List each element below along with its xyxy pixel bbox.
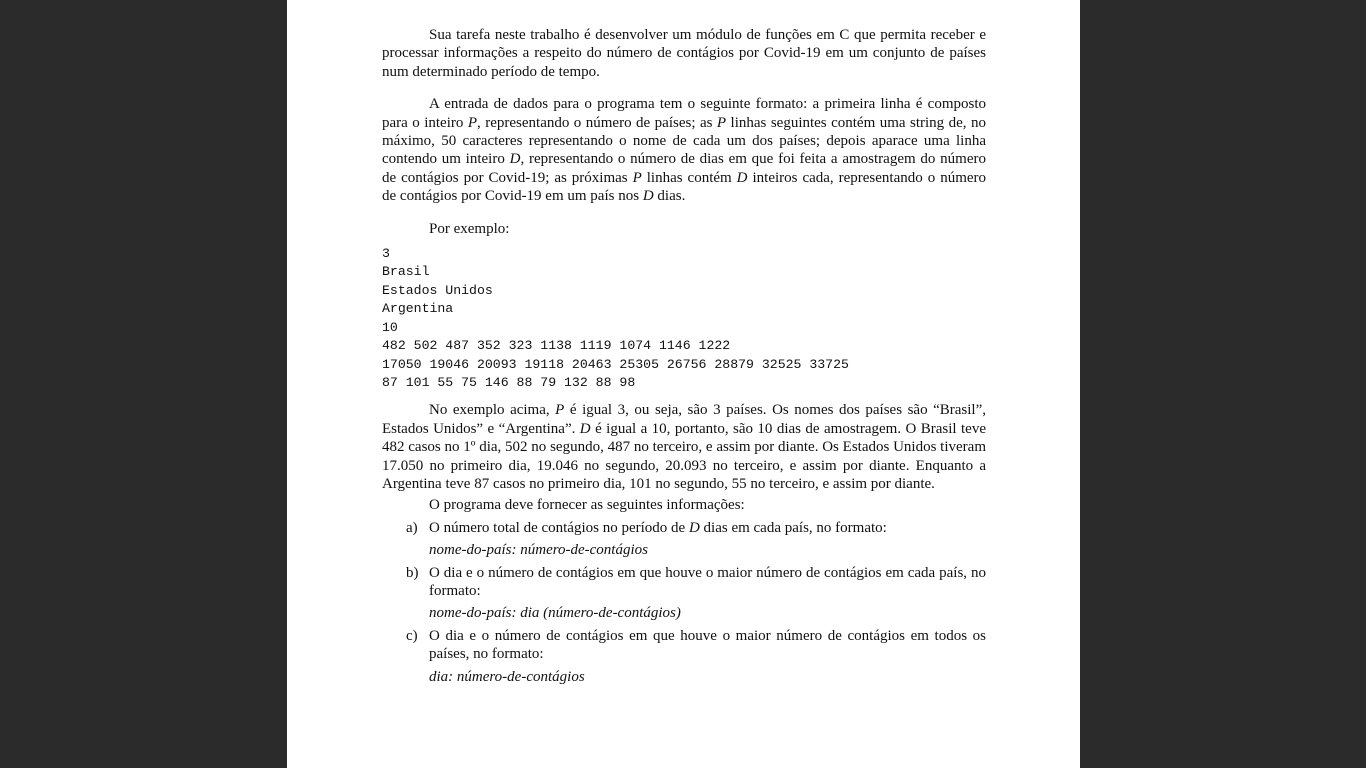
format-template: nome-do-país: número-de-contágios	[429, 542, 648, 559]
list-marker: a)	[406, 519, 418, 536]
example-line: Brasil	[382, 264, 430, 280]
example-line: Argentina	[382, 301, 454, 317]
example-explanation-paragraph: No exemplo acima, P é igual 3, ou seja, são 3 países. Os nomes dos países são “Brasil”, Estados Unidos” e “Argentina”. D é igual a 10, portanto, são 10 dias de amostragem. O Brasil teve 482 casos no 1º dia, 502 no segundo, 487 no terceiro, e assim por diante. Os Estados Unidos tiveram 17.050 no primeiro dia, 19.046 no segundo, 20.093 no terceiro, e assim por diante. Enquanto a Argentina teve 87 casos no primeiro dia, 101 no segundo, 55 no terceiro, e assim por diante.	[382, 402, 987, 492]
format-template: dia: número-de-contágios	[429, 668, 585, 685]
requirements-intro: O programa deve fornecer as seguintes informações:	[429, 497, 745, 514]
input-format-paragraph: A entrada de dados para o programa tem o seguinte formato: a primeira linha é composto para o inteiro P, representando o número de países; as P linhas seguintes contém uma string de, no máximo, 50 caracteres representando o nome de cada um dos países; depois aparace uma linha contendo um inteiro D, representando o número de dias em que foi feita a amostragem do número de contágios por Covid-19; as próximas P linhas contém D inteiros cada, representando o número de contágios por Covid-19 em um país nos D dias.	[382, 96, 987, 205]
intro-paragraph: Sua tarefa neste trabalho é desenvolver um módulo de funções em C que permita receber e processar informações a respeito do número de contágios por Covid-19 em um conjunto de países num determinado período de tempo.	[382, 27, 986, 80]
example-input-block	[382, 245, 986, 392]
example-line: 17050 19046 20093 19118 20463 25305 26756 28879 32525 33725	[382, 356, 849, 372]
format-template: nome-do-país: dia (número-de-contágios)	[429, 605, 681, 622]
example-line: 3	[382, 246, 390, 262]
document-body	[382, 26, 986, 690]
list-marker: b)	[406, 564, 419, 581]
example-line: 87 101 55 75 146 88 79 132 88 98	[382, 374, 636, 390]
example-line: 482 502 487 352 323 1138 1119 1074 1146 1222	[382, 338, 731, 354]
example-intro: Por exemplo:	[429, 220, 510, 237]
list-marker: c)	[406, 627, 418, 644]
requirement-item-a: a) O número total de contágios no período de D dias em cada país, no formato:	[406, 519, 887, 536]
requirement-item-c: c) O dia e o número de contágios em que houve o maior número de contágios em todos os países, no formato:	[406, 627, 986, 663]
example-line: 10	[382, 319, 398, 335]
document-page	[287, 0, 1080, 768]
example-line: Estados Unidos	[382, 282, 493, 298]
requirement-item-b: b) O dia e o número de contágios em que houve o maior número de contágios em cada país, no formato:	[406, 564, 986, 599]
